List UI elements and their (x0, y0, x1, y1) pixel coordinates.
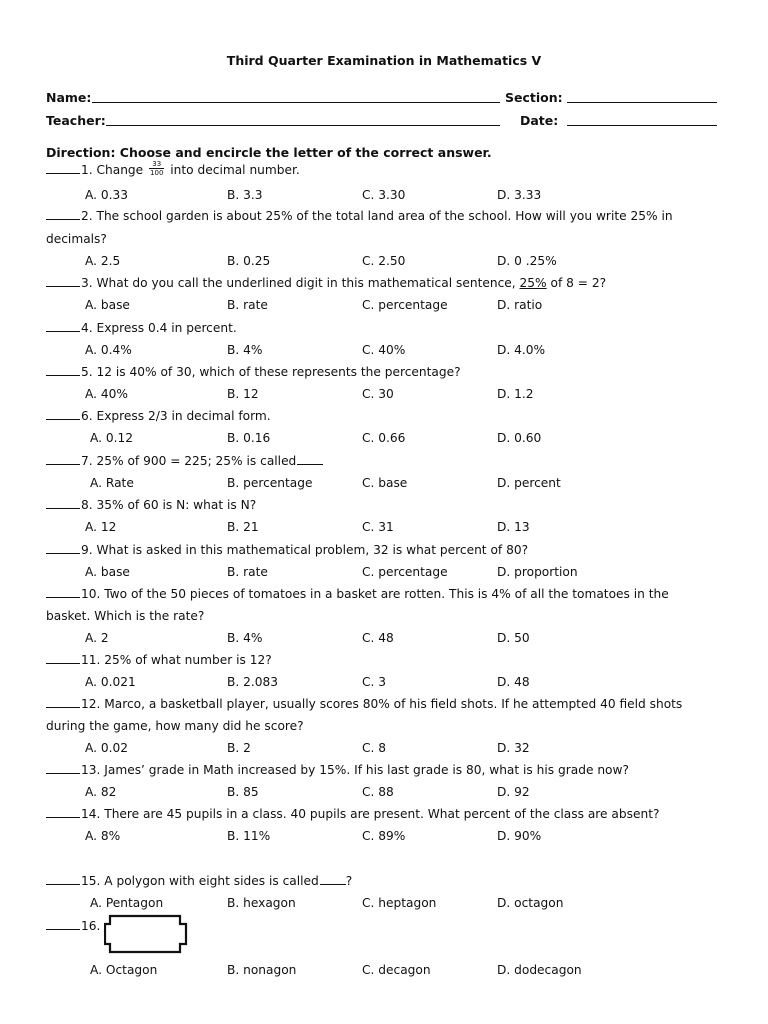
question-text: 5. 12 is 40% of 30, which of these represents the percentage? (81, 365, 461, 379)
option-a[interactable]: A. 40% (85, 387, 128, 401)
option-c[interactable]: C. 89% (362, 829, 406, 843)
option-d[interactable]: D. 50 (497, 631, 530, 645)
answer-blank[interactable] (46, 321, 80, 332)
question-16 (46, 919, 100, 933)
answer-blank[interactable] (46, 454, 80, 465)
option-a[interactable]: A. 0.33 (85, 188, 129, 202)
date-line[interactable] (567, 125, 717, 126)
option-a[interactable]: A. 2 (85, 631, 109, 645)
answer-blank[interactable] (46, 763, 80, 774)
option-a[interactable]: A. 0.02 (85, 741, 129, 755)
question-10 (46, 587, 669, 601)
option-d[interactable]: D. 4.0% (497, 343, 546, 357)
option-b[interactable]: B. 0.16 (227, 431, 271, 445)
question-text: 13. James’ grade in Math increased by 15%. If his last grade is 80, what is his grade now? (81, 763, 629, 777)
option-a[interactable]: A. 82 (85, 785, 117, 799)
question-13 (46, 763, 629, 777)
option-b[interactable]: B. nonagon (227, 963, 297, 977)
option-a[interactable]: A. 12 (85, 520, 117, 534)
answer-blank[interactable] (46, 807, 80, 818)
option-a[interactable]: A. base (85, 565, 130, 579)
option-a[interactable]: A. Octagon (90, 963, 158, 977)
option-c[interactable]: C. 88 (362, 785, 394, 799)
name-line[interactable] (92, 102, 500, 103)
answer-blank[interactable] (46, 587, 80, 598)
question-text: 7. 25% of 900 = 225; 25% is called (81, 454, 297, 468)
answer-blank[interactable] (46, 653, 80, 664)
option-c[interactable]: C. 3.30 (362, 188, 406, 202)
answer-blank[interactable] (46, 543, 80, 554)
option-c[interactable]: C. heptagon (362, 896, 437, 910)
question-text: 12. Marco, a basketball player, usually scores 80% of his field shots. If he attempted 40 field shots (81, 697, 683, 711)
fraction-numerator: 33 (149, 160, 164, 169)
option-c[interactable]: C. percentage (362, 565, 448, 579)
question-14 (46, 807, 659, 821)
option-a[interactable]: A. Rate (90, 476, 134, 490)
date-label: Date: (520, 113, 559, 128)
answer-blank[interactable] (46, 163, 80, 174)
answer-blank[interactable] (46, 498, 80, 509)
question-2 (46, 209, 673, 223)
option-b[interactable]: B. 0.25 (227, 254, 271, 268)
exam-title: Third Quarter Examination in Mathematics V (226, 53, 542, 68)
question-9 (46, 543, 528, 557)
teacher-label: Teacher: (46, 113, 106, 128)
option-a[interactable]: A. 2.5 (85, 254, 121, 268)
fraction-denominator: 100 (150, 169, 164, 177)
option-a[interactable]: A. 0.4% (85, 343, 132, 357)
option-b[interactable]: B. rate (227, 298, 268, 312)
question-2-continuation: decimals? (46, 232, 107, 246)
option-b[interactable]: B. 85 (227, 785, 259, 799)
answer-blank[interactable] (46, 697, 80, 708)
option-d[interactable]: D. ratio (497, 298, 543, 312)
option-c[interactable]: C. 31 (362, 520, 394, 534)
option-d[interactable]: D. 0 .25% (497, 254, 557, 268)
answer-blank[interactable] (46, 409, 80, 420)
direction-text: Direction: Choose and encircle the letter of the correct answer. (46, 145, 492, 160)
question-5 (46, 365, 461, 379)
question-text: 14. There are 45 pupils in a class. 40 pupils are present. What percent of the class are absent? (81, 807, 660, 821)
option-b[interactable]: B. 4% (227, 631, 263, 645)
question-10-continuation: basket. Which is the rate? (46, 609, 205, 623)
option-b[interactable]: B. hexagon (227, 896, 296, 910)
question-text: 15. A polygon with eight sides is called (81, 874, 319, 888)
question-text: 6. Express 2/3 in decimal form. (81, 409, 271, 423)
option-c[interactable]: C. 40% (362, 343, 406, 357)
option-b[interactable]: B. 3.3 (227, 188, 263, 202)
option-a[interactable]: A. Pentagon (90, 896, 164, 910)
option-a[interactable]: A. 0.12 (90, 431, 134, 445)
option-d[interactable]: D. dodecagon (497, 963, 582, 977)
dodecagon-figure (104, 914, 188, 954)
name-label: Name: (46, 90, 92, 105)
answer-blank[interactable] (46, 209, 80, 220)
question-6 (46, 409, 271, 423)
question-3 (46, 276, 606, 290)
question-text: 16. (81, 919, 101, 933)
question-11 (46, 653, 272, 667)
option-c[interactable]: C. percentage (362, 298, 448, 312)
option-c[interactable]: C. 8 (362, 741, 387, 755)
question-text: 1. Change (81, 163, 144, 177)
option-c[interactable]: C. 3 (362, 675, 387, 689)
option-c[interactable]: C. 2.50 (362, 254, 406, 268)
option-b[interactable]: B. 2.083 (227, 675, 278, 689)
question-4 (46, 321, 237, 335)
question-text: 11. 25% of what number is 12? (81, 653, 272, 667)
option-d[interactable]: D. 13 (497, 520, 530, 534)
option-d[interactable]: D. 3.33 (497, 188, 542, 202)
option-b[interactable]: B. 2 (227, 741, 251, 755)
question-end: ? (345, 874, 353, 888)
question-text: 2. The school garden is about 25% of the total land area of the school. How will you write 25% in (81, 209, 673, 223)
question-7 (46, 454, 323, 468)
option-b[interactable]: B. 4% (227, 343, 263, 357)
question-8 (46, 498, 256, 512)
option-a[interactable]: A. 8% (85, 829, 121, 843)
option-b[interactable]: B. 11% (227, 829, 271, 843)
option-c[interactable]: C. decagon (362, 963, 431, 977)
section-label: Section: (505, 90, 563, 105)
option-d[interactable]: D. octagon (497, 896, 564, 910)
option-d[interactable]: D. 92 (497, 785, 530, 799)
option-d[interactable]: D. percent (497, 476, 561, 490)
option-b[interactable]: B. 12 (227, 387, 259, 401)
option-b[interactable]: B. 21 (227, 520, 259, 534)
fill-blank[interactable] (320, 874, 346, 885)
question-12-continuation: during the game, how many did he score? (46, 719, 304, 733)
answer-blank[interactable] (46, 919, 80, 930)
question-text: 3. What do you call the underlined digit in this mathematical sentence, (81, 276, 516, 290)
question-text: 4. Express 0.4 in percent. (81, 321, 237, 335)
option-d[interactable]: D. 0.60 (497, 431, 542, 445)
answer-blank[interactable] (46, 874, 80, 885)
question-text: of 8 = 2? (550, 276, 607, 290)
question-1 (46, 162, 300, 179)
fill-blank[interactable] (297, 454, 323, 465)
option-c[interactable]: C. base (362, 476, 408, 490)
question-12 (46, 697, 682, 711)
fraction (149, 160, 164, 177)
polygon-shape (105, 916, 186, 952)
option-c[interactable]: C. 0.66 (362, 431, 406, 445)
underlined-value: 25% (519, 276, 547, 290)
option-c[interactable]: C. 48 (362, 631, 394, 645)
option-b[interactable]: B. percentage (227, 476, 313, 490)
question-text: 10. Two of the 50 pieces of tomatoes in a basket are rotten. This is 4% of all the tomatoes in the (81, 587, 669, 601)
option-a[interactable]: A. 0.021 (85, 675, 136, 689)
question-text: 8. 35% of 60 is N: what is N? (81, 498, 257, 512)
question-15 (46, 874, 352, 888)
question-text: into decimal number. (170, 163, 300, 177)
option-d[interactable]: D. 32 (497, 741, 530, 755)
option-d[interactable]: D. proportion (497, 565, 578, 579)
option-b[interactable]: B. rate (227, 565, 268, 579)
answer-blank[interactable] (46, 365, 80, 376)
teacher-line[interactable] (106, 125, 500, 126)
option-c[interactable]: C. 30 (362, 387, 394, 401)
question-text: 9. What is asked in this mathematical problem, 32 is what percent of 80? (81, 543, 529, 557)
section-line[interactable] (567, 102, 717, 103)
option-d[interactable]: D. 48 (497, 675, 530, 689)
option-a[interactable]: A. base (85, 298, 130, 312)
option-d[interactable]: D. 1.2 (497, 387, 534, 401)
answer-blank[interactable] (46, 276, 80, 287)
option-d[interactable]: D. 90% (497, 829, 542, 843)
